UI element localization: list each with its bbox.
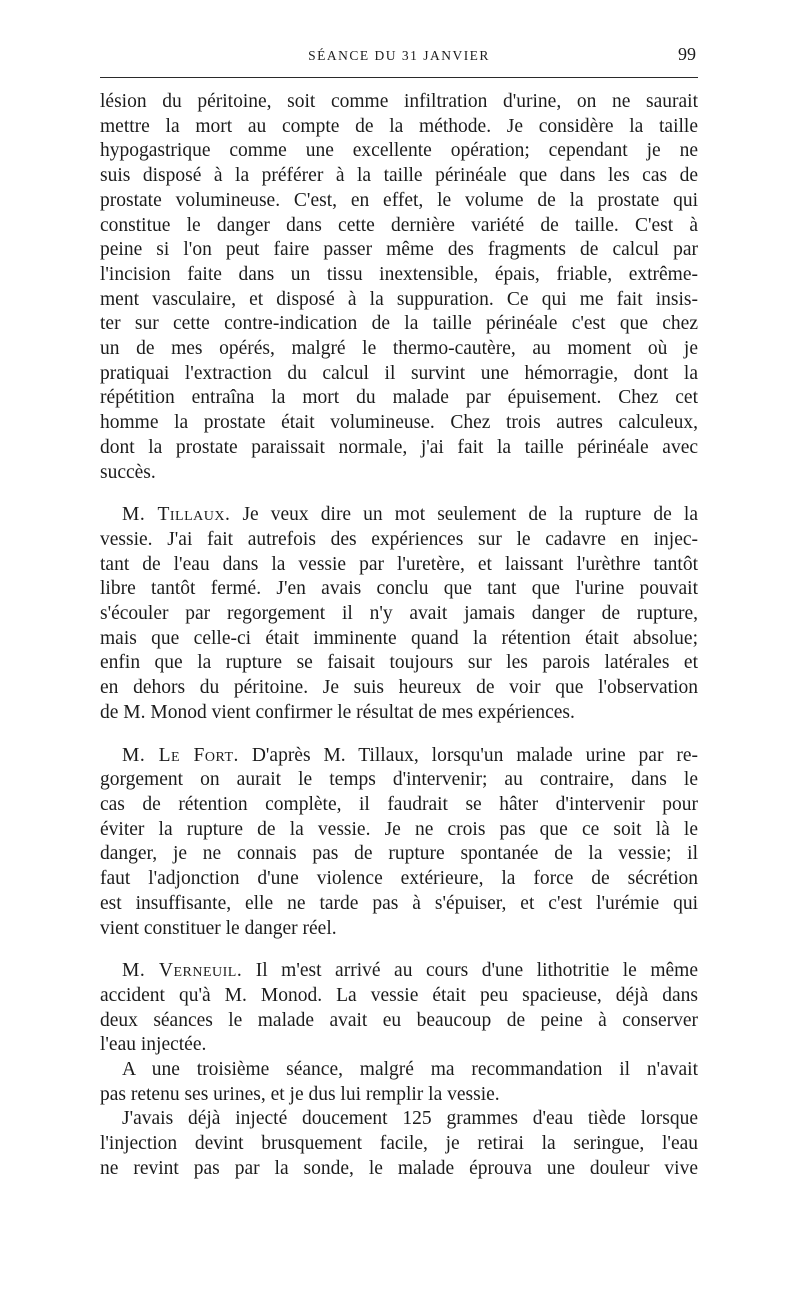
text-line: mais que celle-ci était imminente quand la rétention était absolue; <box>100 627 698 649</box>
text-line: enfin que la rupture se faisait toujours sur les parois latérales et <box>100 652 698 674</box>
text-line: vient constituer le danger réel. <box>100 917 337 939</box>
text-line: pratiquai l'extraction du calcul il survint une hémorragie, dont la <box>100 362 698 384</box>
text-line: constitue le danger dans cette dernière variété de taille. C'est à <box>100 214 698 236</box>
text-line: faut l'adjonction d'une violence extérieure, la force de sécrétion <box>100 868 698 890</box>
text-line: pas retenu ses urines, et je dus lui remplir la vessie. <box>100 1083 500 1105</box>
text-line: succès. <box>100 461 156 483</box>
text-line: hypogastrique comme une excellente opération; cependant je ne <box>100 140 698 162</box>
text-line: M. Le Fort. D'après M. Tillaux, lorsqu'un malade urine par re- <box>122 744 699 766</box>
page-header <box>100 44 698 72</box>
header-rule <box>100 77 698 78</box>
text-line: tant de l'eau dans la vessie par l'uretère, et laissant l'urèthre tantôt <box>100 553 698 575</box>
paragraph-verneuil <box>100 959 698 1058</box>
text-line: J'avais déjà injecté doucement 125 grammes d'eau tiède lorsque <box>122 1108 698 1130</box>
text-line: l'injection devint brusquement facile, je retirai la seringue, l'eau <box>100 1133 698 1155</box>
text-line: est insuffisante, elle ne tarde pas à s'épuiser, et c'est l'urémie qui <box>100 892 698 914</box>
speaker-name: M. Le Fort. <box>122 744 239 766</box>
text-line: cas de rétention complète, il faudrait se hâter d'intervenir pour <box>100 793 698 815</box>
paragraph-le-fort <box>100 744 698 942</box>
text-line: vessie. J'ai fait autrefois des expériences sur le cadavre en injec- <box>100 528 698 550</box>
paragraph-continuation <box>100 90 698 485</box>
running-head: SÉANCE DU 31 JANVIER <box>308 48 490 63</box>
body-text <box>100 90 698 1182</box>
text-line: libre tantôt fermé. J'en avais conclu que tant que l'urine pouvait <box>100 578 698 600</box>
text-line: homme la prostate était volumineuse. Chez trois autres calculeux, <box>100 412 698 434</box>
text-line: éviter la rupture de la vessie. Je ne crois pas que ce soit là le <box>100 818 698 840</box>
page-number: 99 <box>678 44 696 64</box>
text-line: deux séances le malade avait eu beaucoup de peine à conserver <box>100 1009 698 1031</box>
text-line: de M. Monod vient confirmer le résultat de mes expériences. <box>100 701 575 723</box>
paragraph-injection <box>100 1107 698 1181</box>
text-line: prostate volumineuse. C'est, en effet, le volume de la prostate qui <box>100 189 698 211</box>
text-line: peine si l'on peut faire passer même des fragments de calcul par <box>100 239 698 261</box>
text-line: M. Tillaux. Je veux dire un mot seulement de la rupture de la <box>122 504 698 526</box>
text-line: ne revint pas par la sonde, le malade éprouva une douleur vive <box>100 1157 698 1179</box>
text-line: un de mes opérés, malgré le thermo-cautère, au moment où je <box>100 338 698 360</box>
text-line: ment vasculaire, et disposé à la suppuration. Ce qui me fait insis- <box>100 288 698 310</box>
text-line: en dehors du péritoine. Je suis heureux de voir que l'observation <box>100 677 698 699</box>
text-line: l'eau injectée. <box>100 1034 207 1056</box>
text-line: danger, je ne connais pas de rupture spontanée de la vessie; il <box>100 843 698 865</box>
text-line: répétition entraîna la mort du malade par épuisement. Chez cet <box>100 387 698 409</box>
text-line: s'écouler par regorgement il n'y avait jamais danger de rupture, <box>100 603 698 625</box>
text-line: A une troisième séance, malgré ma recommandation il n'avait <box>122 1059 698 1081</box>
paragraph-third-seance <box>100 1058 698 1107</box>
text-line: suis disposé à la préférer à la taille périnéale que dans les cas de <box>100 165 698 187</box>
text-line: dont la prostate paraissait normale, j'ai fait la taille périnéale avec <box>100 436 698 458</box>
text-line: ter sur cette contre-indication de la taille périnéale c'est que chez <box>100 313 698 335</box>
text-line: gorgement on aurait le temps d'intervenir; au contraire, dans le <box>100 769 698 791</box>
paragraph-tillaux <box>100 503 698 725</box>
text-line: M. Verneuil. Il m'est arrivé au cours d'une lithotritie le même <box>122 960 698 982</box>
speaker-name: M. Tillaux. <box>122 504 231 526</box>
text-line: mettre la mort au compte de la méthode. Je considère la taille <box>100 115 698 137</box>
text-line: accident qu'à M. Monod. La vessie était peu spacieuse, déjà dans <box>100 984 698 1006</box>
text-line: lésion du péritoine, soit comme infiltration d'urine, on ne saurait <box>100 91 698 112</box>
speaker-name: M. Verneuil. <box>122 960 243 982</box>
text-line: l'incision faite dans un tissu inextensible, épais, friable, extrême- <box>100 263 698 285</box>
